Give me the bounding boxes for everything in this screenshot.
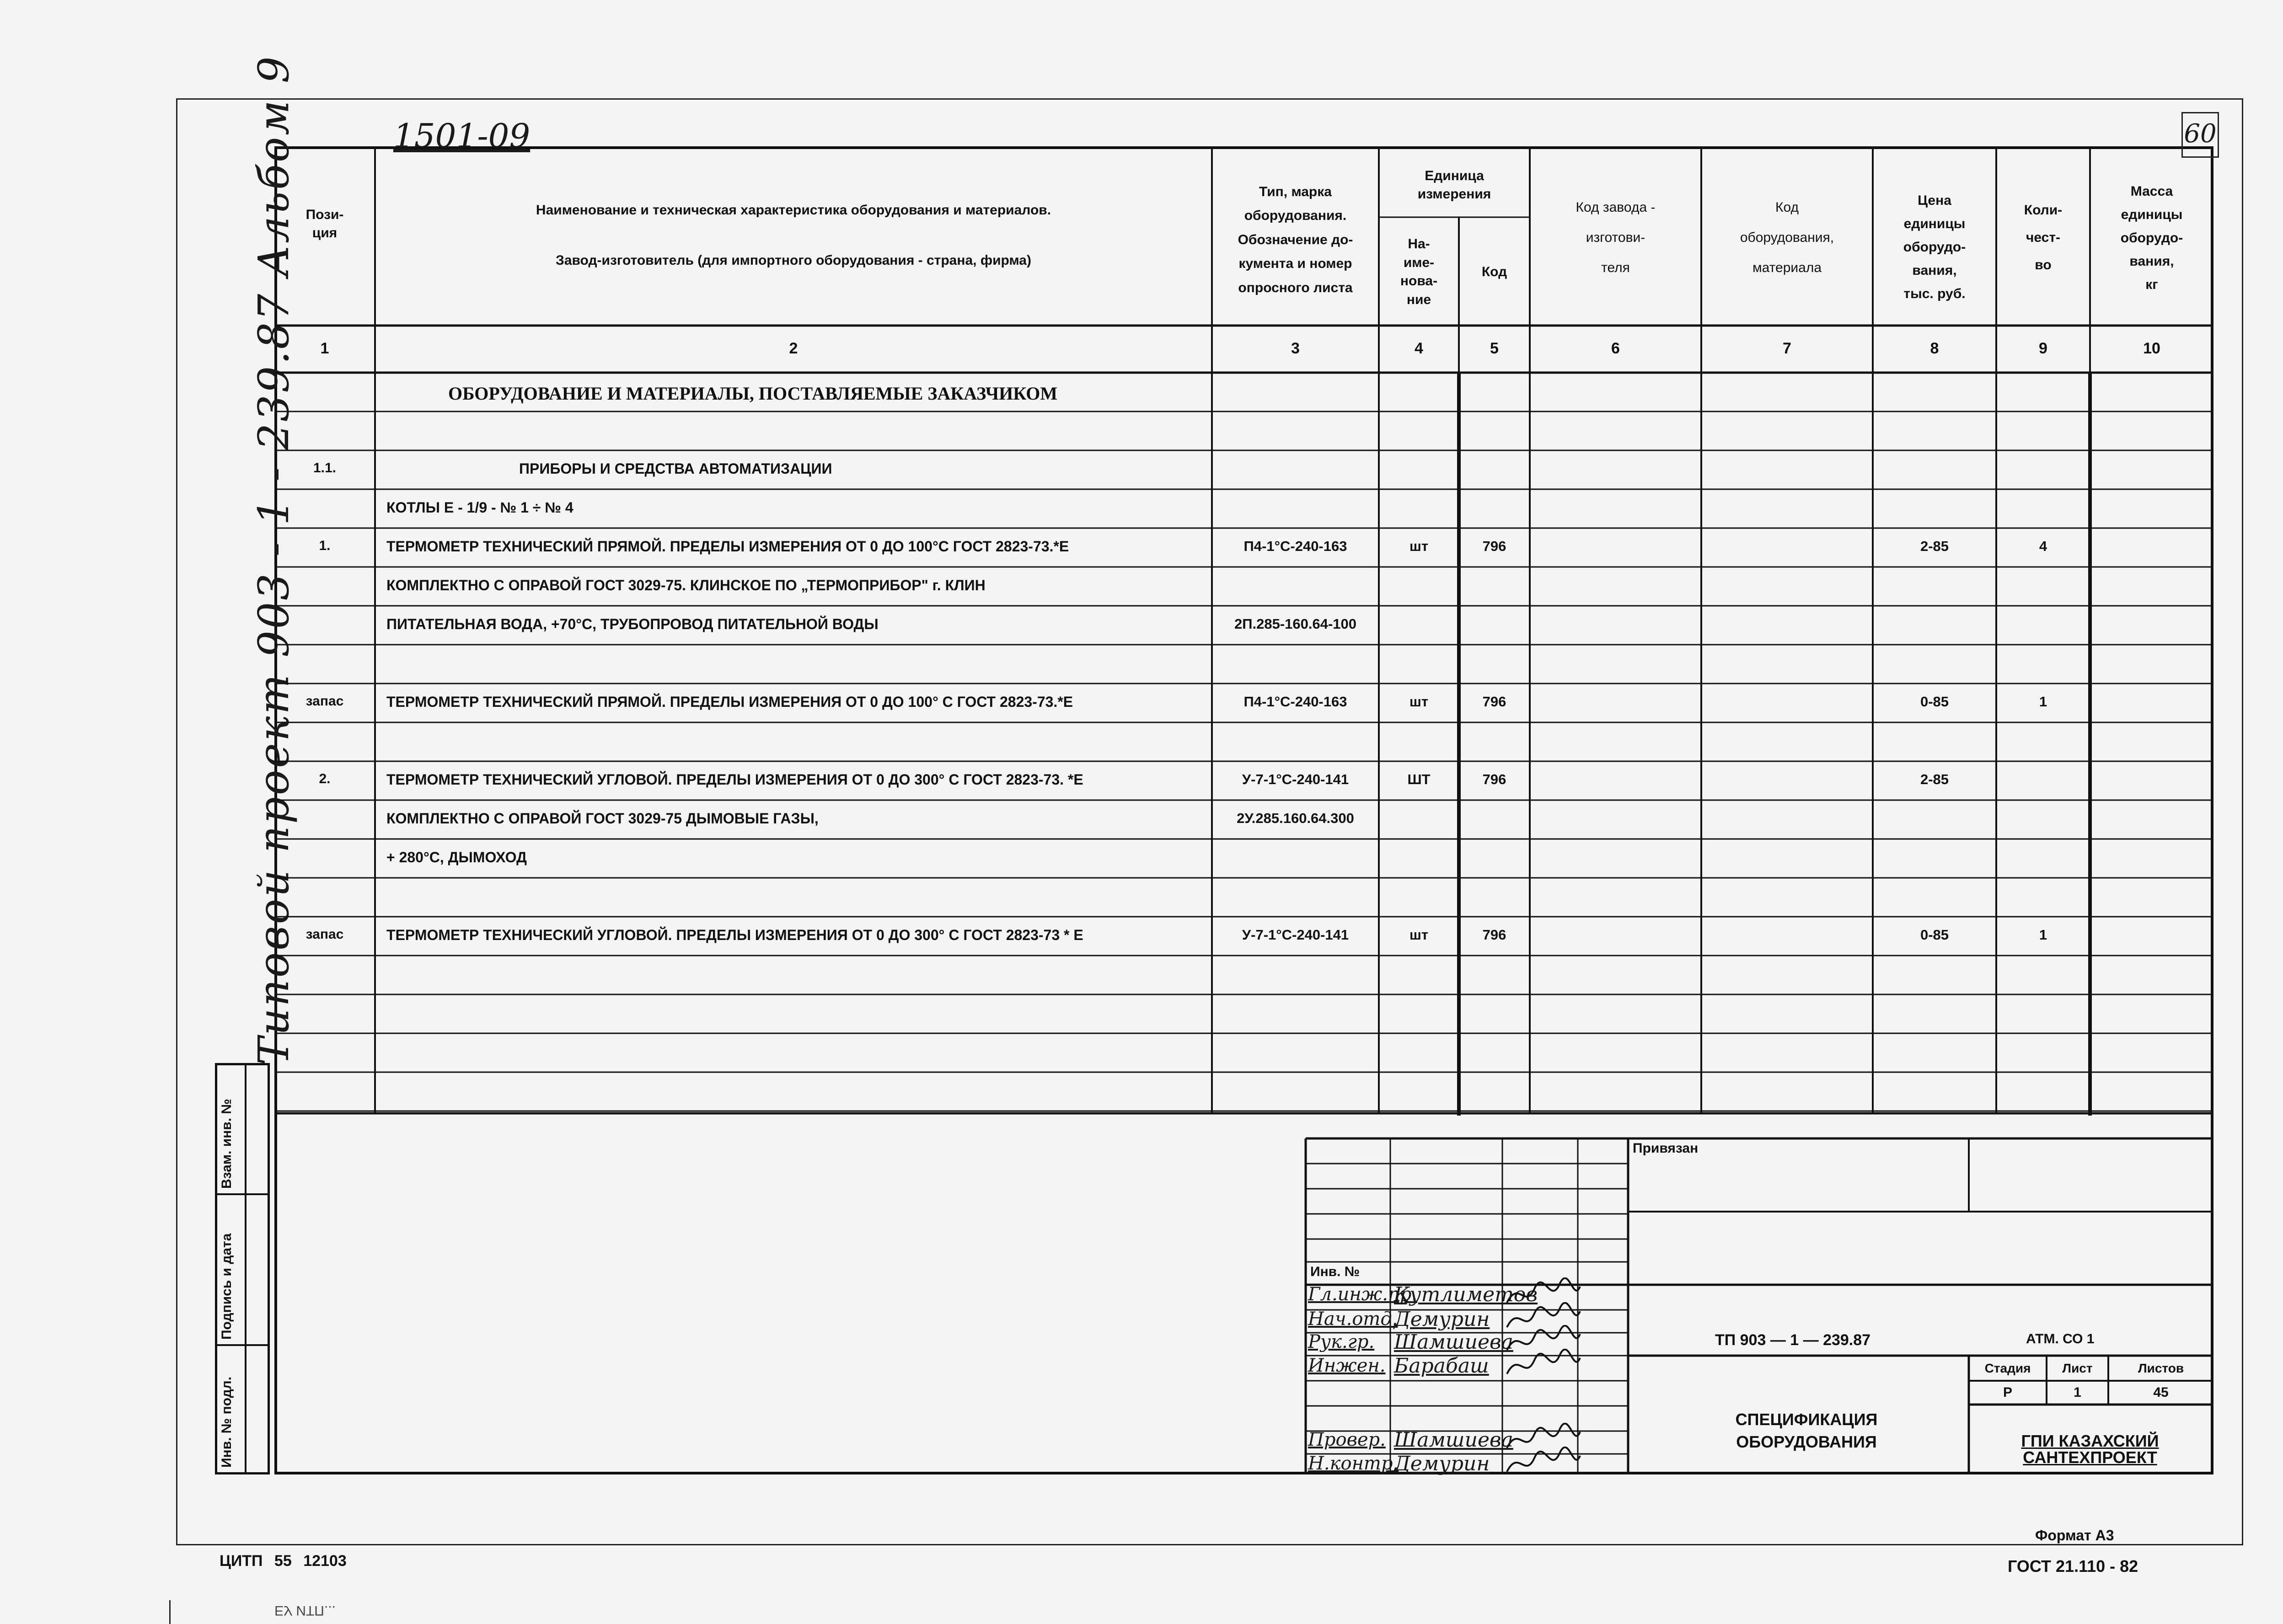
- column-number: 5: [1490, 340, 1499, 358]
- column-number: 4: [1415, 340, 1423, 358]
- privyazan-label: Привязан: [1633, 1141, 1699, 1156]
- row-code: 796: [1482, 927, 1506, 943]
- margin-label-replacement: Взам. инв. №: [219, 1099, 234, 1189]
- signature-name: Демурин: [1394, 1452, 1490, 1475]
- header-unit-group: Единица измерения: [1417, 168, 1491, 202]
- row-unit: шт: [1409, 694, 1429, 710]
- signature-name: Шамшиева: [1394, 1330, 1513, 1354]
- signature-role: Провер.: [1308, 1429, 1386, 1450]
- row-qty: 4: [2039, 538, 2047, 554]
- footer-gost: ГОСТ 21.110 - 82: [2008, 1557, 2138, 1576]
- row-code: 796: [1482, 771, 1506, 787]
- page-number: 60: [2184, 119, 2217, 149]
- signature-name: Демурин: [1394, 1308, 1490, 1331]
- row-price: 0-85: [1920, 927, 1949, 943]
- signature-scribble: [1505, 1349, 1582, 1381]
- sheet-label: Лист: [2062, 1361, 2093, 1376]
- sheet-value: 1: [2074, 1384, 2081, 1400]
- row-type: 2У.285.160.64.300: [1237, 810, 1354, 826]
- organization-name: ГПИ КАЗАХСКИЙ САНТЕХПРОЕКТ: [2021, 1432, 2159, 1467]
- sheets-value: 45: [2153, 1384, 2169, 1400]
- row-name: ТЕРМОМЕТР ТЕХНИЧЕСКИЙ ПРЯМОЙ. ПРЕДЕЛЫ ИЗМЕРЕНИЯ ОТ 0 ДО 100°С ГОСТ 2823-73.*Е: [386, 538, 1069, 555]
- doc-code: ТП 903 — 1 — 239.87: [1715, 1331, 1871, 1349]
- header-unit-name: На- име- нова- ние: [1400, 236, 1438, 307]
- row-type: П4-1°С-240-163: [1243, 538, 1347, 554]
- row-code: 796: [1482, 694, 1506, 710]
- row-name: ТЕРМОМЕТР ТЕХНИЧЕСКИЙ УГЛОВОЙ. ПРЕДЕЛЫ ИЗМЕРЕНИЯ ОТ 0 ДО 300° С ГОСТ 2823-73. *Е: [386, 771, 1083, 788]
- row-price: 0-85: [1920, 694, 1949, 710]
- row-type: 2П.285-160.64-100: [1234, 616, 1357, 632]
- column-number: 3: [1291, 340, 1300, 358]
- footer-bottom-left: ЕУ ИТП...: [274, 1603, 336, 1618]
- row-type: У-7-1°С-240-141: [1242, 927, 1349, 943]
- header-unit-code: Код: [1481, 264, 1507, 279]
- signature-name: Шамшиева: [1394, 1428, 1513, 1452]
- signature-role: Н.контр.: [1308, 1453, 1399, 1474]
- row-pos: 1.: [319, 538, 331, 553]
- signature-role: Рук.гр.: [1308, 1331, 1375, 1352]
- signature-role: Инжен.: [1308, 1355, 1386, 1376]
- margin-label-inventory: Инв. № подл.: [219, 1376, 234, 1468]
- row-price: 2-85: [1920, 771, 1949, 787]
- document-title: СПЕЦИФИКАЦИЯ ОБОРУДОВАНИЯ: [1735, 1410, 1878, 1451]
- row-unit: шт: [1409, 538, 1429, 554]
- row-qty: 1: [2039, 694, 2047, 710]
- header-name-line2: Завод-изготовитель (для импортного оборудования - страна, фирма): [556, 252, 1031, 268]
- row-unit: шт: [1409, 927, 1429, 943]
- column-number: 7: [1783, 340, 1791, 358]
- atm-code: АТМ. СО 1: [2026, 1331, 2095, 1346]
- header-position: Пози- ция: [305, 207, 344, 240]
- signature-role: Нач.отд.: [1308, 1309, 1398, 1330]
- stage-label: Стадия: [1984, 1361, 2031, 1376]
- row-type: П4-1°С-240-163: [1243, 694, 1347, 710]
- footer-left-code: ЦИТП 55 12103: [220, 1552, 347, 1570]
- header-plant-code: Код завода - изготови- теля: [1576, 200, 1656, 275]
- row-pos: 2.: [319, 771, 331, 786]
- column-number: 8: [1930, 340, 1939, 358]
- row-name: ТЕРМОМЕТР ТЕХНИЧЕСКИЙ ПРЯМОЙ. ПРЕДЕЛЫ ИЗМЕРЕНИЯ ОТ 0 ДО 100° С ГОСТ 2823-73.*Е: [386, 694, 1073, 710]
- row-unit: ШТ: [1407, 771, 1431, 787]
- top-note: 1501-09: [393, 117, 531, 155]
- signature-name: Кутлиметов: [1394, 1283, 1538, 1306]
- vertical-project-title: Типовой проект 903 - 1 - 239.87 Альбом 9: [249, 54, 298, 1065]
- row-pos: запас: [305, 927, 344, 942]
- column-number: 10: [2143, 340, 2160, 358]
- header-type: Тип, марка оборудования. Обозначение до- кумента и номер опросного листа: [1238, 184, 1353, 295]
- header-name-line1: Наименование и техническая характеристика оборудования и материалов.: [536, 202, 1051, 218]
- inv-no-label: Инв. №: [1310, 1264, 1360, 1279]
- row-name: ТЕРМОМЕТР ТЕХНИЧЕСКИЙ УГЛОВОЙ. ПРЕДЕЛЫ ИЗМЕРЕНИЯ ОТ 0 ДО 300° С ГОСТ 2823-73 * Е: [386, 927, 1083, 943]
- row-name: ОБОРУДОВАНИЕ И МАТЕРИАЛЫ, ПОСТАВЛЯЕМЫЕ ЗАКАЗЧИКОМ: [448, 383, 1058, 404]
- header-quantity: Коли- чест- во: [2024, 203, 2063, 272]
- row-qty: 1: [2039, 927, 2047, 943]
- signature-role: Гл.инж.пр.: [1308, 1284, 1418, 1305]
- column-number: 9: [2039, 340, 2047, 358]
- margin-label-signature: Подпись и дата: [219, 1233, 234, 1340]
- row-type: У-7-1°С-240-141: [1242, 771, 1349, 787]
- row-price: 2-85: [1920, 538, 1949, 554]
- header-price: Цена единицы оборудо- вания, тыс. руб.: [1903, 192, 1966, 301]
- header-equipment-code: Код оборудования, материала: [1740, 200, 1834, 275]
- footer-format: Формат А3: [2035, 1527, 2114, 1544]
- column-number: 6: [1611, 340, 1620, 358]
- row-name: КОМПЛЕКТНО С ОПРАВОЙ ГОСТ 3029-75. КЛИНСКОЕ ПО „ТЕРМОПРИБОР" г. КЛИН: [386, 577, 986, 593]
- row-name: + 280°С, ДЫМОХОД: [386, 849, 527, 865]
- column-number: 1: [320, 340, 329, 358]
- row-name: ПИТАТЕЛЬНАЯ ВОДА, +70°С, ТРУБОПРОВОД ПИТАТЕЛЬНОЙ ВОДЫ: [386, 616, 879, 632]
- row-name: КОМПЛЕКТНО С ОПРАВОЙ ГОСТ 3029-75 ДЫМОВЫЕ ГАЗЫ,: [386, 810, 819, 827]
- row-pos: 1.1.: [313, 460, 337, 475]
- header-mass: Масса единицы оборудо- вания, кг: [2120, 183, 2183, 292]
- signature-scribble: [1505, 1447, 1582, 1479]
- row-code: 796: [1482, 538, 1506, 554]
- sheets-label: Листов: [2138, 1361, 2184, 1376]
- row-name: КОТЛЫ Е - 1/9 - № 1 ÷ № 4: [386, 499, 573, 516]
- row-name: ПРИБОРЫ И СРЕДСТВА АВТОМАТИЗАЦИИ: [519, 460, 832, 477]
- row-pos: запас: [305, 694, 344, 709]
- signature-name: Барабаш: [1394, 1354, 1489, 1378]
- cut-mark: [169, 1600, 171, 1624]
- column-number: 2: [789, 340, 798, 358]
- stage-value: Р: [2003, 1384, 2012, 1400]
